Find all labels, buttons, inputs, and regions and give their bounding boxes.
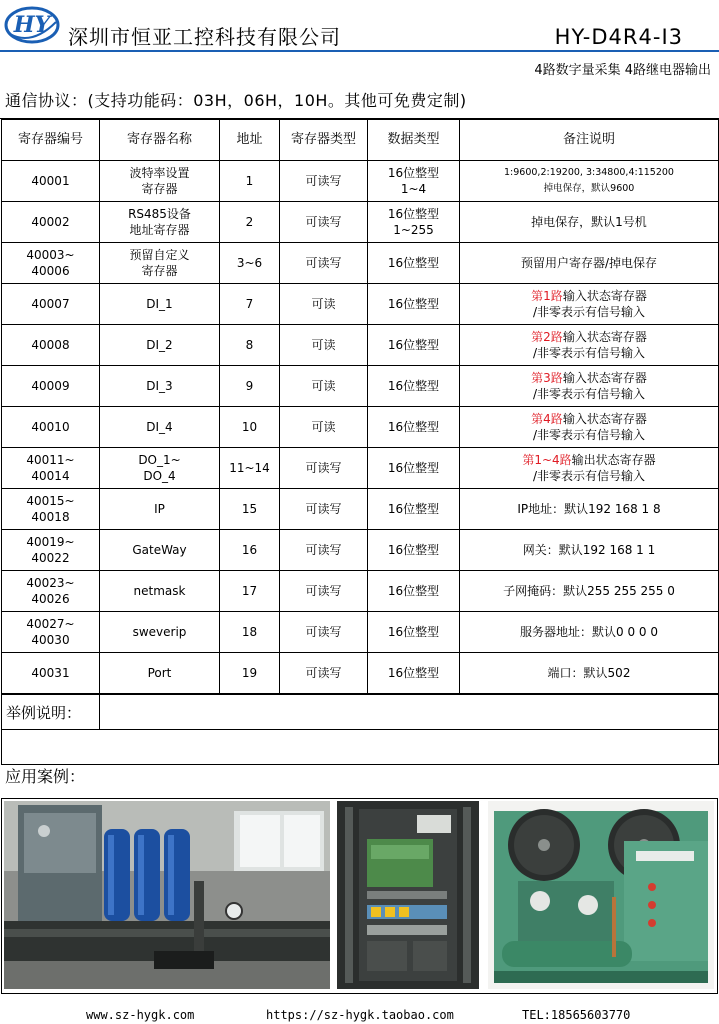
col-header-register-type: 寄存器类型	[280, 120, 368, 161]
cell-address: 11~14	[220, 448, 280, 489]
table-row	[2, 407, 719, 448]
cell-register-type: 可读写	[280, 489, 368, 530]
cell-address: 19	[220, 653, 280, 694]
cell-address: 2	[220, 202, 280, 243]
condensing-unit-photo	[488, 801, 714, 989]
channel-highlight: 第4路	[531, 412, 563, 426]
application-title: 应用案例：	[5, 767, 86, 786]
table-row	[2, 612, 719, 653]
col-header-register-number: 寄存器编号	[2, 120, 100, 161]
compressor-room-photo	[4, 801, 330, 989]
cell-register-name: DI_2	[100, 325, 220, 366]
cell-remarks: 1:9600,2:19200, 3:34800,4:115200 掉电保存，默认9600	[460, 161, 719, 202]
cell-data-type: 16位整型	[368, 653, 460, 694]
cell-register-name: 预留自定义 寄存器	[100, 243, 220, 284]
model-number: HY-D4R4-I3	[554, 25, 683, 49]
cell-address: 18	[220, 612, 280, 653]
remark-text: 输入状态寄存器 /非零表示有信号输入	[532, 371, 647, 401]
cell-remarks	[460, 407, 719, 448]
cell-register-type: 可读写	[280, 202, 368, 243]
col-header-data-type: 数据类型	[368, 120, 460, 161]
cell-register-type: 可读	[280, 325, 368, 366]
table-row	[2, 161, 719, 202]
cell-remarks	[460, 366, 719, 407]
example-blank	[2, 730, 719, 765]
cell-remarks: IP地址：默认192 168 1 8	[460, 489, 719, 530]
cell-register-number: 40019~ 40022	[2, 530, 100, 571]
cell-register-number: 40001	[2, 161, 100, 202]
cell-register-type: 可读	[280, 407, 368, 448]
cell-data-type: 16位整型	[368, 243, 460, 284]
channel-highlight: 第2路	[531, 330, 563, 344]
cell-register-type: 可读写	[280, 612, 368, 653]
cell-register-type: 可读写	[280, 448, 368, 489]
example-label: 举例说明：	[2, 695, 100, 730]
cell-register-name: Port	[100, 653, 220, 694]
table-row	[2, 448, 719, 489]
footer-shop-url: https://sz-hygk.taobao.com	[266, 1008, 454, 1022]
table-row	[2, 202, 719, 243]
cell-register-name: RS485设备 地址寄存器	[100, 202, 220, 243]
cell-register-number: 40003~ 40006	[2, 243, 100, 284]
example-content	[100, 695, 719, 730]
cell-register-type: 可读	[280, 284, 368, 325]
cell-remarks: 端口：默认502	[460, 653, 719, 694]
cell-register-type: 可读写	[280, 161, 368, 202]
cell-register-type: 可读写	[280, 653, 368, 694]
remark-text: 输入状态寄存器 /非零表示有信号输入	[532, 330, 647, 360]
example-row	[2, 695, 719, 730]
cell-address: 8	[220, 325, 280, 366]
cell-register-name: IP	[100, 489, 220, 530]
cell-data-type: 16位整型	[368, 448, 460, 489]
cell-register-number: 40009	[2, 366, 100, 407]
cell-address: 1	[220, 161, 280, 202]
cell-register-name: DO_1~ DO_4	[100, 448, 220, 489]
register-table	[1, 119, 719, 694]
cell-address: 17	[220, 571, 280, 612]
table-row	[2, 366, 719, 407]
table-row	[2, 653, 719, 694]
cell-address: 7	[220, 284, 280, 325]
cell-register-name: DI_1	[100, 284, 220, 325]
table-row	[2, 489, 719, 530]
table-row	[2, 243, 719, 284]
footer-telephone: TEL:18565603770	[522, 1008, 631, 1022]
col-header-remarks: 备注说明	[460, 120, 719, 161]
cell-data-type: 16位整型	[368, 612, 460, 653]
cell-address: 3~6	[220, 243, 280, 284]
channel-highlight: 第1路	[531, 289, 563, 303]
cell-data-type: 16位整型	[368, 325, 460, 366]
document-footer	[0, 1006, 719, 1024]
cell-address: 9	[220, 366, 280, 407]
cell-address: 15	[220, 489, 280, 530]
cell-data-type: 16位整型	[368, 571, 460, 612]
cell-register-type: 可读写	[280, 530, 368, 571]
cell-register-number: 40027~ 40030	[2, 612, 100, 653]
cell-register-type: 可读写	[280, 571, 368, 612]
cell-data-type: 16位整型	[368, 489, 460, 530]
cell-data-type: 16位整型	[368, 407, 460, 448]
cell-data-type: 16位整型 1~255	[368, 202, 460, 243]
cell-address: 16	[220, 530, 280, 571]
table-row	[2, 284, 719, 325]
cell-remarks	[460, 284, 719, 325]
cell-register-number: 40023~ 40026	[2, 571, 100, 612]
table-row	[2, 571, 719, 612]
cell-register-type: 可读写	[280, 243, 368, 284]
table-header-row	[2, 120, 719, 161]
cell-register-name: GateWay	[100, 530, 220, 571]
example-blank-row	[2, 730, 719, 765]
cell-register-number: 40031	[2, 653, 100, 694]
document-header	[0, 0, 719, 56]
cell-data-type: 16位整型	[368, 284, 460, 325]
company-logo	[4, 4, 60, 46]
cell-register-name: DI_3	[100, 366, 220, 407]
cell-data-type: 16位整型	[368, 366, 460, 407]
cell-register-name: 波特率设置 寄存器	[100, 161, 220, 202]
cell-remarks: 子网掩码：默认255 255 255 0	[460, 571, 719, 612]
remark-text: 输入状态寄存器 /非零表示有信号输入	[532, 289, 647, 319]
cell-register-number: 40002	[2, 202, 100, 243]
table-row	[2, 530, 719, 571]
cell-register-name: DI_4	[100, 407, 220, 448]
cell-register-name: netmask	[100, 571, 220, 612]
cell-data-type: 16位整型	[368, 530, 460, 571]
col-header-address: 地址	[220, 120, 280, 161]
cell-data-type: 16位整型 1~4	[368, 161, 460, 202]
cell-remarks: 掉电保存，默认1号机	[460, 202, 719, 243]
remark-text: 输入状态寄存器 /非零表示有信号输入	[532, 412, 647, 442]
product-subtitle: 4路数字量采集 4路继电器输出	[534, 63, 711, 78]
remark-text: 输出状态寄存器 /非零表示有信号输入	[532, 453, 656, 483]
cell-register-number: 40008	[2, 325, 100, 366]
header-divider	[0, 50, 719, 52]
cell-address: 10	[220, 407, 280, 448]
svg-text:HY: HY	[13, 12, 51, 38]
cell-remarks: 预留用户寄存器/掉电保存	[460, 243, 719, 284]
col-header-register-name: 寄存器名称	[100, 120, 220, 161]
cell-register-number: 40010	[2, 407, 100, 448]
application-photos	[1, 798, 718, 994]
table-row	[2, 325, 719, 366]
control-cabinet-photo	[337, 801, 479, 989]
channel-highlight: 第1~4路	[522, 453, 572, 467]
cell-register-number: 40007	[2, 284, 100, 325]
cell-remarks: 网关：默认192 168 1 1	[460, 530, 719, 571]
cell-remarks: 服务器地址：默认0 0 0 0	[460, 612, 719, 653]
cell-register-number: 40015~ 40018	[2, 489, 100, 530]
cell-register-name: sweverip	[100, 612, 220, 653]
cell-register-number: 40011~ 40014	[2, 448, 100, 489]
company-name: 深圳市恒亚工控科技有限公司	[68, 25, 341, 49]
cell-register-type: 可读	[280, 366, 368, 407]
channel-highlight: 第3路	[531, 371, 563, 385]
example-table	[1, 694, 719, 765]
footer-website: www.sz-hygk.com	[86, 1008, 195, 1022]
cell-remarks	[460, 448, 719, 489]
cell-remarks	[460, 325, 719, 366]
protocol-title: 通信协议：(支持功能码：03H，06H，10H。其他可免费定制)	[5, 91, 467, 110]
